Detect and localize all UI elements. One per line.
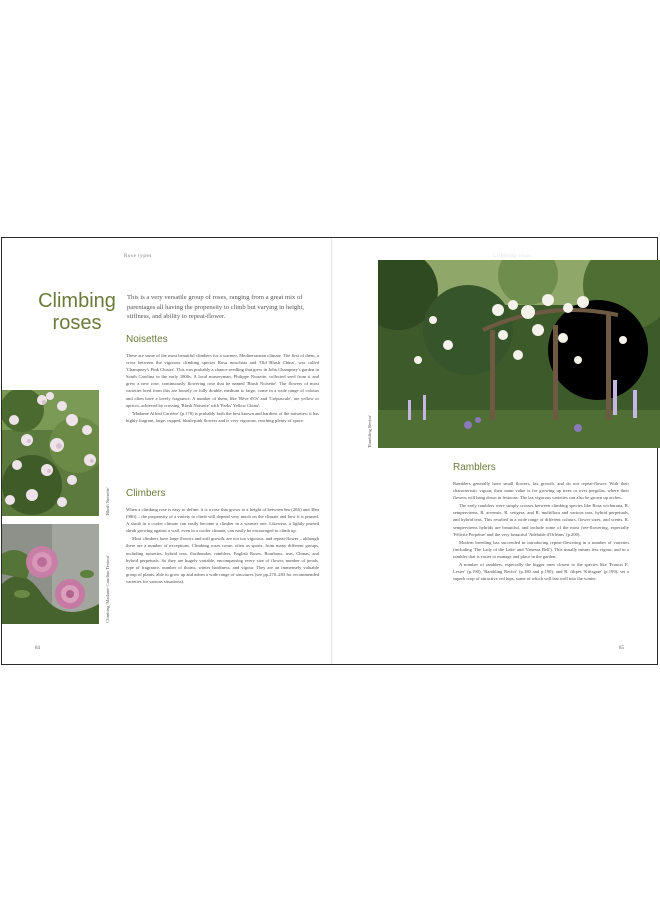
caption-blush-noisette: 'Blush Noisette' <box>105 487 110 516</box>
blush-noisette-photo <box>2 390 99 516</box>
climbers-body <box>126 506 319 586</box>
paragraph: The early ramblers were simply crosses between climbing species like Rosa wichurana, R. sempervirens, R. arvensis, R. setigera, and R. multiflora and various teas, hybrid perpetuals, and hybrid teas. This resulted in a wide range of different colours, flower sizes, and scents. R. sempervirens hybrids are beautiful, and include some of the most free-flowering, especially 'Félicité Perpétue' and the very beautiful 'Adélaïde d'Orléans' (p.200). <box>453 503 629 537</box>
caption-madame-caroline-testout: Climbing 'Madame Caroline Testout' <box>105 555 110 623</box>
section-heading-climbers: Climbers <box>126 488 166 499</box>
intro-paragraph: This is a very versatile group of roses, ranging from a great mix of parentages all having the propensity to climb but varying in height, stiffness, and ability to repeat-flower. <box>127 294 305 321</box>
running-head-left: Rose types <box>124 254 152 259</box>
paragraph: Modern breeding has succeeded in introducing repeat-flowering in a number of varieties (including 'The Lady of the Lake' and 'Vanessa Bell'). This usually means less vigour, and in a rambler that is easier to manage and place in the garden. <box>453 539 629 559</box>
blush-noisette-image <box>2 390 99 516</box>
paragraph: 'Madame Alfred Carrière' (p.178) is probably both the best known and hardiest of the noisettes; it has highly fragrant, large, cupped, blush-pink flowers and is very vigorous, reaching plenty of space. <box>126 410 319 423</box>
book-spread <box>1 237 658 665</box>
gutter <box>331 238 332 664</box>
paragraph: Most climbers have large flowers and stiff growth, are not too vigorous, and repeat-flower – although there are a number of exceptions. Climbing roses come, often as sports, from many different groups, including noisettes, hybrid teas, floribundas, ramblers, English Roses, Bourbons, teas, Chinas, and hybrid perpetuals. So they are hugely variable, encompassing every size of flower, number of petals, type of fragrance, number of thorns, winter hardiness, and vigour. They are an immensely valuable group of plants, able to grow up and adorn a wide range of structures (see pp.270–283 for recommended varieties for various situations). <box>126 536 319 584</box>
rambling-rector-image <box>378 260 660 448</box>
paragraph: When a climbing rose is easy to define: it is a rose that grows to a height of between 6m (20ft) and 30m (98ft) – the propensity of a variety to climb will depend very much on the climate and how it is pruned. A shrub in a cooler climate can easily become a climber in a warmer one. Likewise, a lightly pruned shrub growing against a wall, even in a cooler climate, can easily be encouraged to climb up. <box>126 507 319 534</box>
section-heading-ramblers: Ramblers <box>453 462 496 473</box>
running-head-right: Climbing roses <box>493 254 532 259</box>
noisettes-body <box>126 352 319 425</box>
title-line-1: Climbing <box>38 290 116 312</box>
caption-rambling-rector: 'Rambling Rector' <box>367 414 372 448</box>
paragraph: A number of ramblers, especially the bigger ones closest to the species like 'Francis E. Lester' (p.190), 'Rambling Rector' (p.180 and p.190), and R. filipes 'Kiftsgate' (p.199), set a superb crop of attractive red hips, some of which will last well into the winter. <box>453 562 629 582</box>
madame-caroline-testout-image <box>2 524 99 624</box>
rambling-rector-photo <box>378 260 660 448</box>
title-line-2: roses <box>52 312 102 334</box>
paragraph: Ramblers generally have small flowers, lax growth, and do not repeat-flower. With their characteristic vigour, their main value is for growing up trees or over pergolas, where their flowers will hang down in festoons. The lax vigorous varieties can also be grown up arches. <box>453 481 629 501</box>
folio-left: 84 <box>35 646 40 651</box>
folio-right: 85 <box>619 646 624 651</box>
section-heading-noisettes: Noisettes <box>126 334 168 345</box>
ramblers-body <box>453 480 629 583</box>
madame-caroline-testout-photo <box>2 524 99 624</box>
paragraph: These are some of the most beautiful climbers for a warmer, Mediterranean climate. The first of them, a cross between the vigorous climbing species Rosa moschata and 'Old Blush China', was called 'Champney's Pink Cluster'. This was probably a chance seedling that grew in John Champney's garden in South Carolina in the early 1800s. A local nurseryman, Philippe Noisette, collected seed from it and grew a new rose, continuously flowering rose that he named 'Blush Noisette'. The flowers of most varieties bred from this are loosely or fully double, medium to large, come in a wide range of colours and often have a lovely fragrance. A number of them, like 'Rêve d'Or' and 'Crépuscule', are yellow or apricot, achieved by crossing 'Blush Noisette' with 'Parks' Yellow China'. <box>126 353 319 408</box>
page-title <box>32 290 122 334</box>
